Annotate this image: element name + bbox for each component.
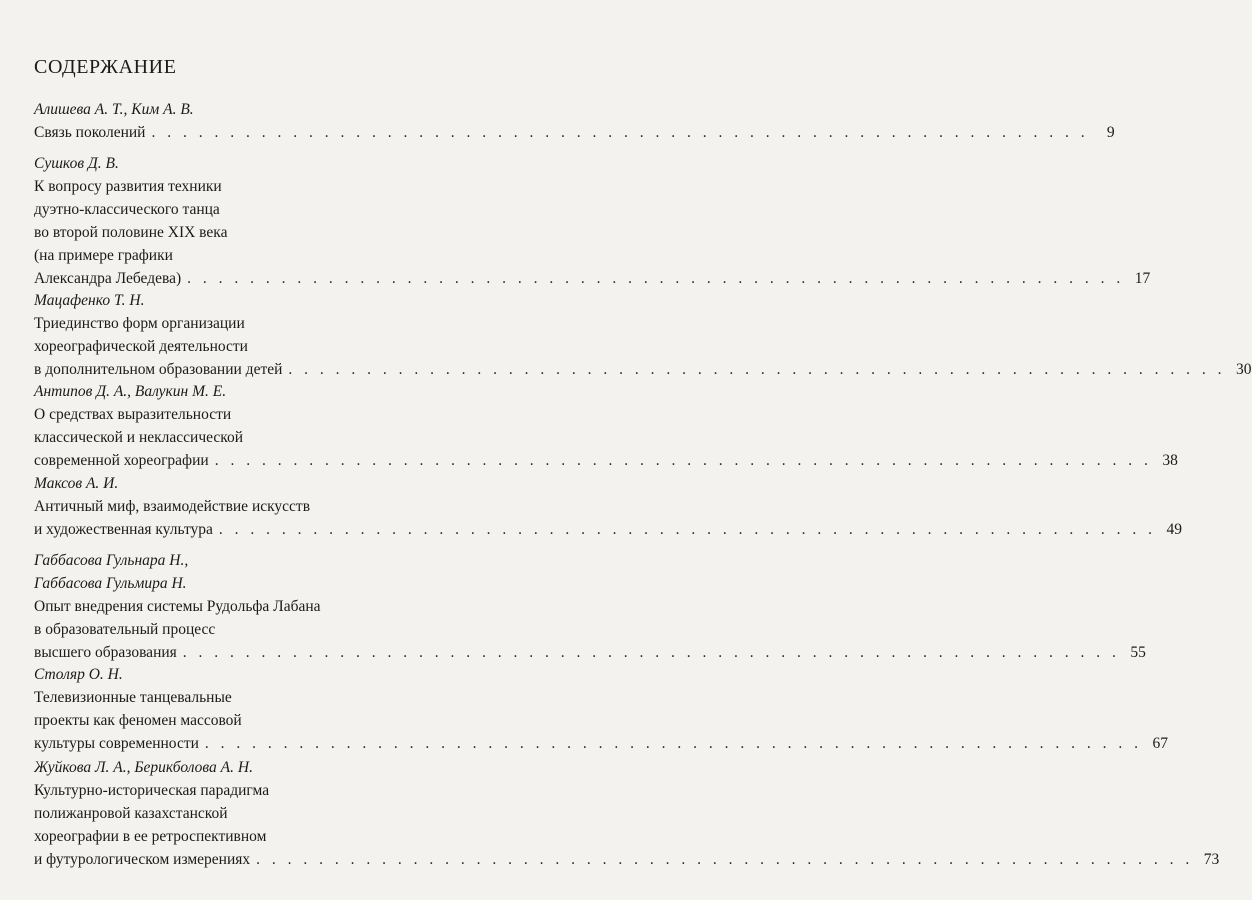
entry-title-line: Опыт внедрения системы Рудольфа Лабана xyxy=(34,598,321,615)
entry-title-line: Триединство форм организации xyxy=(34,315,245,332)
toc-heading: СОДЕРЖАНИЕ xyxy=(34,56,177,78)
entry-title-line: Культурно-историческая парадигма xyxy=(34,782,270,799)
entry-title-line: культуры современности xyxy=(34,735,199,752)
entry-title-line: во второй половине XIX века xyxy=(34,224,228,241)
dot-leader: . . . . . . . . . . . . . . . . . . . . . . . . . . . . . . . . . . . . . . . . . . . . . . . . . . . . . . . . . . . . xyxy=(256,851,1194,868)
toc-entry[interactable] xyxy=(34,756,1220,871)
entry-title-line: Связь поколений xyxy=(34,124,146,141)
entry-title-line: и художественная культура xyxy=(34,521,213,538)
entry-authors: Максов А. И. xyxy=(34,475,119,492)
entry-authors: Габбасова Гульнара Н., xyxy=(34,552,189,569)
entry-title-line: К вопросу развития техники xyxy=(34,178,222,195)
dot-leader: . . . . . . . . . . . . . . . . . . . . . . . . . . . . . . . . . . . . . . . . . . . . . . . . . . . . . . . . . . . . xyxy=(288,361,1226,378)
page-number: 73 xyxy=(1203,851,1220,868)
toc-entry[interactable] xyxy=(34,549,1146,664)
entry-authors: Жуйкова Л. А., Берикболова А. Н. xyxy=(34,759,253,776)
entry-title-line: и футурологическом измерениях xyxy=(34,851,251,868)
page-number: 55 xyxy=(1130,644,1146,661)
entry-title-line: хореографии в ее ретроспективном xyxy=(34,828,267,845)
entry-title-line: Античный миф, взаимодействие искусств xyxy=(34,498,311,515)
page-number: 67 xyxy=(1152,735,1169,752)
entry-authors: Алишева А. Т., Ким А. В. xyxy=(34,101,194,118)
entry-title-line: классической и неклассической xyxy=(34,429,244,446)
page-number: 9 xyxy=(1106,124,1115,141)
dot-leader: . . . . . . . . . . . . . . . . . . . . . . . . . . . . . . . . . . . . . . . . . . . . . . . . . . . . . . . . . . . . xyxy=(151,124,1089,141)
toc-entry[interactable] xyxy=(34,380,1178,472)
page-number: 49 xyxy=(1166,521,1183,538)
dot-leader: . . . . . . . . . . . . . . . . . . . . . . . . . . . . . . . . . . . . . . . . . . . . . . . . . . . . . . . . . . . . xyxy=(218,521,1157,538)
entry-authors: Мацафенко Т. Н. xyxy=(34,292,145,309)
entry-title-line: высшего образования xyxy=(34,644,177,661)
dot-leader: . . . . . . . . . . . . . . . . . . . . . . . . . . . . . . . . . . . . . . . . . . . . . . . . . . . . . . . . . . . . xyxy=(187,270,1125,287)
entry-title-line: в дополнительном образовании детей xyxy=(34,361,283,378)
toc-entry[interactable] xyxy=(34,472,1183,541)
entry-title-line: О средствах выразительности xyxy=(34,406,232,423)
toc-entry[interactable] xyxy=(34,98,1115,144)
entry-title-line: хореографической деятельности xyxy=(34,338,248,355)
toc-entry[interactable] xyxy=(34,152,1151,290)
entry-authors: Столяр О. Н. xyxy=(34,666,123,683)
entry-title-line: (на примере графики xyxy=(34,247,173,264)
dot-leader: . . . . . . . . . . . . . . . . . . . . . . . . . . . . . . . . . . . . . . . . . . . . . . . . . . . . . . . . . . . . xyxy=(214,452,1152,469)
entry-title-line: в образовательный процесс xyxy=(34,621,216,638)
entry-title-line: Александра Лебедева) xyxy=(34,270,182,287)
entry-title-line: проекты как феномен массовой xyxy=(34,712,242,729)
toc-entry[interactable] xyxy=(34,663,1169,755)
dot-leader: . . . . . . . . . . . . . . . . . . . . . . . . . . . . . . . . . . . . . . . . . . . . . . . . . . . . . . . . . . . . xyxy=(182,644,1120,661)
entry-title-line: современной хореографии xyxy=(34,452,209,469)
entry-authors: Габбасова Гульмира Н. xyxy=(34,575,187,592)
dot-leader: . . . . . . . . . . . . . . . . . . . . . . . . . . . . . . . . . . . . . . . . . . . . . . . . . . . . . . . . . . . . xyxy=(204,735,1143,752)
toc-entry[interactable] xyxy=(34,289,1252,381)
entry-title-line: дуэтно-классического танца xyxy=(34,201,220,218)
entry-title-line: Телевизионные танцевальные xyxy=(34,689,232,706)
page-number: 38 xyxy=(1162,452,1178,469)
page-number: 17 xyxy=(1134,270,1151,287)
page-number: 30 xyxy=(1236,361,1252,378)
entry-title-line: полижанровой казахстанской xyxy=(34,805,228,822)
entry-authors: Антипов Д. А., Валукин М. Е. xyxy=(34,383,227,400)
entry-authors: Сушков Д. В. xyxy=(34,155,119,172)
